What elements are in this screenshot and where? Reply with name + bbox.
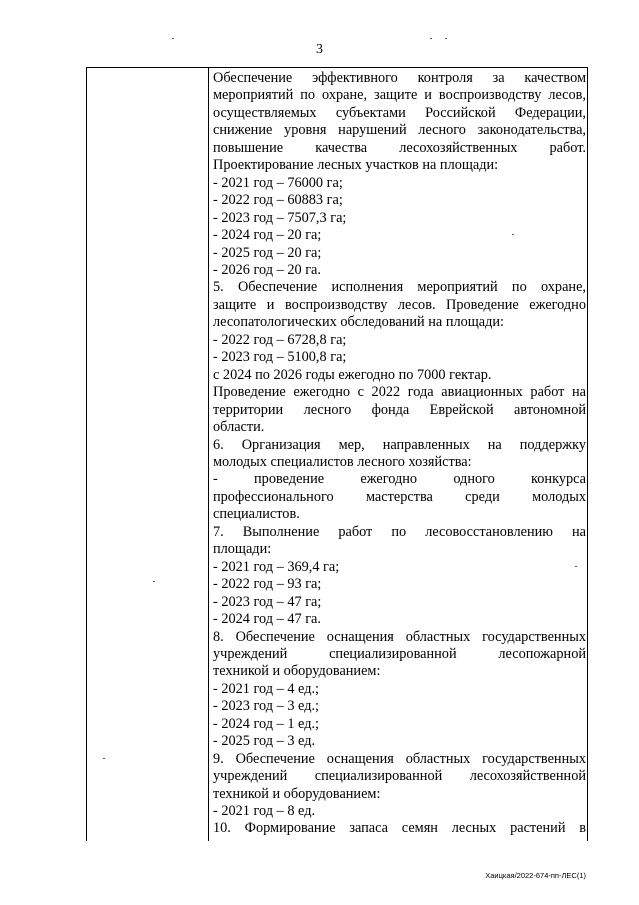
- text-line: - 2021 год – 76000 га;: [213, 174, 343, 191]
- text-line: техникой и оборудованием:: [213, 663, 381, 680]
- scan-speck: [430, 38, 432, 39]
- text-line: - 2024 год – 1 ед.;: [213, 715, 320, 732]
- text-line: техникой и оборудованием:: [213, 785, 381, 802]
- text-line: - 2022 год – 60883 га;: [213, 192, 343, 209]
- text-line: - 2025 год – 20 га;: [213, 244, 322, 261]
- scan-speck: [172, 38, 174, 39]
- text-line: лесопатологических обследований на площади:: [213, 314, 505, 331]
- text-line: снижение уровня нарушений лесного законодательства,: [213, 122, 586, 139]
- text-line: 5. Обеспечение исполнения мероприятий по охране,: [213, 279, 586, 296]
- text-line: - 2026 год – 20 га.: [213, 261, 321, 278]
- text-line: - 2024 год – 20 га;: [213, 227, 322, 244]
- text-line: мероприятий по охране, защите и воспроизводству лесов,: [213, 87, 586, 104]
- text-line: с 2024 по 2026 годы ежегодно по 7000 гектар.: [213, 366, 492, 383]
- text-line: - 2025 год – 3 ед.: [213, 733, 316, 750]
- text-line: учреждений специализированной лесопожарной: [213, 645, 586, 662]
- text-line: - 2023 год – 5100,8 га;: [213, 349, 347, 366]
- scan-speck: [445, 38, 447, 39]
- text-line: молодых специалистов лесного хозяйства:: [213, 453, 472, 470]
- text-line: Проектирование лесных участков на площади:: [213, 157, 499, 174]
- text-line: 7. Выполнение работ по лесовосстановлению на: [213, 523, 586, 540]
- text-line: учреждений специализированной лесохозяйственной: [213, 768, 586, 785]
- text-line: площади:: [213, 541, 272, 558]
- text-line: - 2023 год – 3 ед.;: [213, 698, 320, 715]
- text-line: - 2024 год – 47 га.: [213, 611, 321, 628]
- text-line: профессионального мастерства среди молодых: [213, 488, 586, 505]
- column-divider: [208, 67, 209, 841]
- footer-code: Хаицкая/2022-674-пп-ЛЕС(1): [485, 871, 586, 880]
- text-line: - 2021 год – 369,4 га;: [213, 558, 340, 575]
- text-line: - проведение ежегодно одного конкурса: [213, 471, 586, 488]
- text-line: специалистов.: [213, 506, 300, 523]
- cell-content: [213, 70, 586, 838]
- scan-speck: [103, 758, 105, 759]
- text-line: 8. Обеспечение оснащения областных государственных: [213, 628, 586, 645]
- text-line: 6. Организация мер, направленных на поддержку: [213, 436, 586, 453]
- text-line: защите и воспроизводству лесов. Проведение ежегодно: [213, 296, 586, 313]
- text-line: 10. Формирование запаса семян лесных растений в: [213, 820, 586, 837]
- text-line: области.: [213, 419, 265, 436]
- text-line: осуществляемых субъектами Российской Федерации,: [213, 104, 586, 121]
- text-line: - 2023 год – 47 га;: [213, 593, 322, 610]
- text-line: 9. Обеспечение оснащения областных государственных: [213, 750, 586, 767]
- text-line: - 2021 год – 8 ед.: [213, 803, 316, 820]
- text-line: - 2022 год – 6728,8 га;: [213, 331, 347, 348]
- text-line: - 2022 год – 93 га;: [213, 576, 322, 593]
- scan-speck: [153, 581, 155, 582]
- text-line: - 2023 год – 7507,3 га;: [213, 209, 347, 226]
- text-line: Обеспечение эффективного контроля за качеством: [213, 70, 586, 86]
- scan-speck: [512, 234, 514, 235]
- text-line: повышение качества лесохозяйственных работ.: [213, 139, 586, 156]
- page-number: 3: [316, 42, 323, 57]
- text-line: - 2021 год – 4 ед.;: [213, 680, 320, 697]
- scan-speck: [575, 566, 577, 567]
- text-line: территории лесного фонда Еврейской автономной: [213, 401, 586, 418]
- text-line: Проведение ежегодно с 2022 года авиационных работ на: [213, 384, 586, 401]
